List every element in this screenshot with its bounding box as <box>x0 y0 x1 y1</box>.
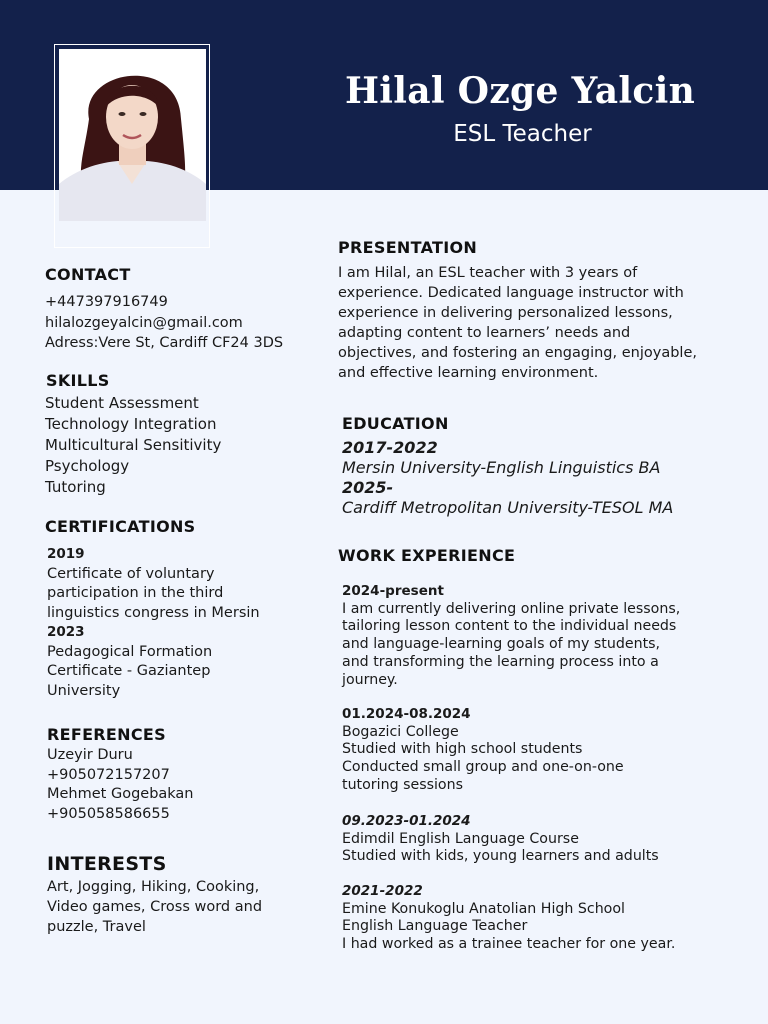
references-heading: REFERENCES <box>47 725 166 744</box>
work-experience-heading: WORK EXPERIENCE <box>338 546 516 565</box>
person-name: Hilal Ozge Yalcin <box>344 70 696 112</box>
job-title: ESL Teacher <box>453 121 592 147</box>
work-line: Studied with kids, young learners and adults <box>342 848 659 865</box>
work-line: I had worked as a trainee teacher for one year. <box>342 936 676 953</box>
certification-line: Certificate of voluntary <box>47 565 215 582</box>
certification-year: 2019 <box>47 546 85 562</box>
reference-line: Mehmet Gogebakan <box>47 786 194 802</box>
work-entry <box>342 706 624 795</box>
presentation-text <box>338 263 697 383</box>
work-line: English Language Teacher <box>342 918 528 935</box>
skill-item: Psychology <box>45 457 130 475</box>
work-line: Emine Konukoglu Anatolian High School <box>342 900 625 917</box>
interests-heading: INTERESTS <box>47 853 167 875</box>
interests-line: puzzle, Travel <box>47 919 146 935</box>
presentation-line: experience in delivering personalized lessons, <box>338 305 673 321</box>
skill-item: Tutoring <box>45 478 106 496</box>
work-line: I am currently delivering online private lessons, <box>342 600 681 617</box>
certification-line: linguistics congress in Mersin <box>47 604 260 621</box>
education-school: Mersin University-English Linguistics BA <box>342 458 661 477</box>
work-period: 09.2023-01.2024 <box>342 813 471 829</box>
certification-year: 2023 <box>47 624 85 640</box>
education-years: 2017-2022 <box>342 438 438 457</box>
presentation-line: and effective learning environment. <box>338 365 599 381</box>
certifications-list <box>47 545 260 701</box>
work-entry <box>342 813 659 866</box>
certification-line: University <box>47 682 121 699</box>
work-line: Studied with high school students <box>342 741 583 758</box>
presentation-line: I am Hilal, an ESL teacher with 3 years of <box>338 265 638 281</box>
reference-line: +905058586655 <box>47 805 170 822</box>
education-school: Cardiff Metropolitan University-TESOL MA <box>342 498 674 517</box>
interests-line: Art, Jogging, Hiking, Cooking, <box>47 879 260 895</box>
work-period: 2021-2022 <box>342 883 423 899</box>
skill-item: Student Assessment <box>45 394 199 412</box>
work-line: Bogazici College <box>342 723 459 740</box>
work-period: 01.2024-08.2024 <box>342 706 471 722</box>
presentation-line: experience. Dedicated language instructor with <box>338 285 684 301</box>
presentation-heading: PRESENTATION <box>338 238 478 257</box>
work-line: Edimdil English Language Course <box>342 830 579 847</box>
work-line: Conducted small group and one-on-one <box>342 759 624 776</box>
presentation-line: objectives, and fostering an engaging, enjoyable, <box>338 345 697 361</box>
contact-details <box>45 292 283 354</box>
work-entry <box>342 883 675 954</box>
certification-line: Certificate - Gaziantep <box>47 663 211 679</box>
contact-address: Adress:Vere St, Cardiff CF24 3DS <box>45 335 284 351</box>
work-line: and transforming the learning process into a <box>342 653 659 670</box>
work-line: and language-learning goals of my students, <box>342 636 661 653</box>
skill-item: Technology Integration <box>45 415 217 433</box>
interests-text <box>47 877 262 937</box>
work-period: 2024-present <box>342 583 444 599</box>
profile-photo-frame <box>54 44 210 248</box>
education-list <box>342 438 673 518</box>
presentation-line: adapting content to learners’ needs and <box>338 325 631 341</box>
reference-line: Uzeyir Duru <box>47 747 133 763</box>
education-years: 2025- <box>342 478 394 497</box>
work-entry <box>342 583 680 689</box>
work-line: tailoring lesson content to the individual needs <box>342 618 677 635</box>
skills-heading: SKILLS <box>46 371 110 390</box>
certifications-heading: CERTIFICATIONS <box>45 517 196 536</box>
references-list <box>47 746 194 824</box>
reference-line: +905072157207 <box>47 766 170 783</box>
contact-email: hilalozgeyalcin@gmail.com <box>45 314 243 331</box>
certification-line: participation in the third <box>47 585 224 601</box>
contact-phone: +447397916749 <box>45 294 168 310</box>
skills-list <box>45 393 221 498</box>
education-heading: EDUCATION <box>342 414 449 433</box>
work-line: journey. <box>342 671 398 688</box>
skill-item: Multicultural Sensitivity <box>45 436 222 454</box>
interests-line: Video games, Cross word and <box>47 899 263 915</box>
work-line: tutoring sessions <box>342 776 463 793</box>
contact-heading: CONTACT <box>45 265 131 284</box>
certification-line: Pedagogical Formation <box>47 643 213 660</box>
